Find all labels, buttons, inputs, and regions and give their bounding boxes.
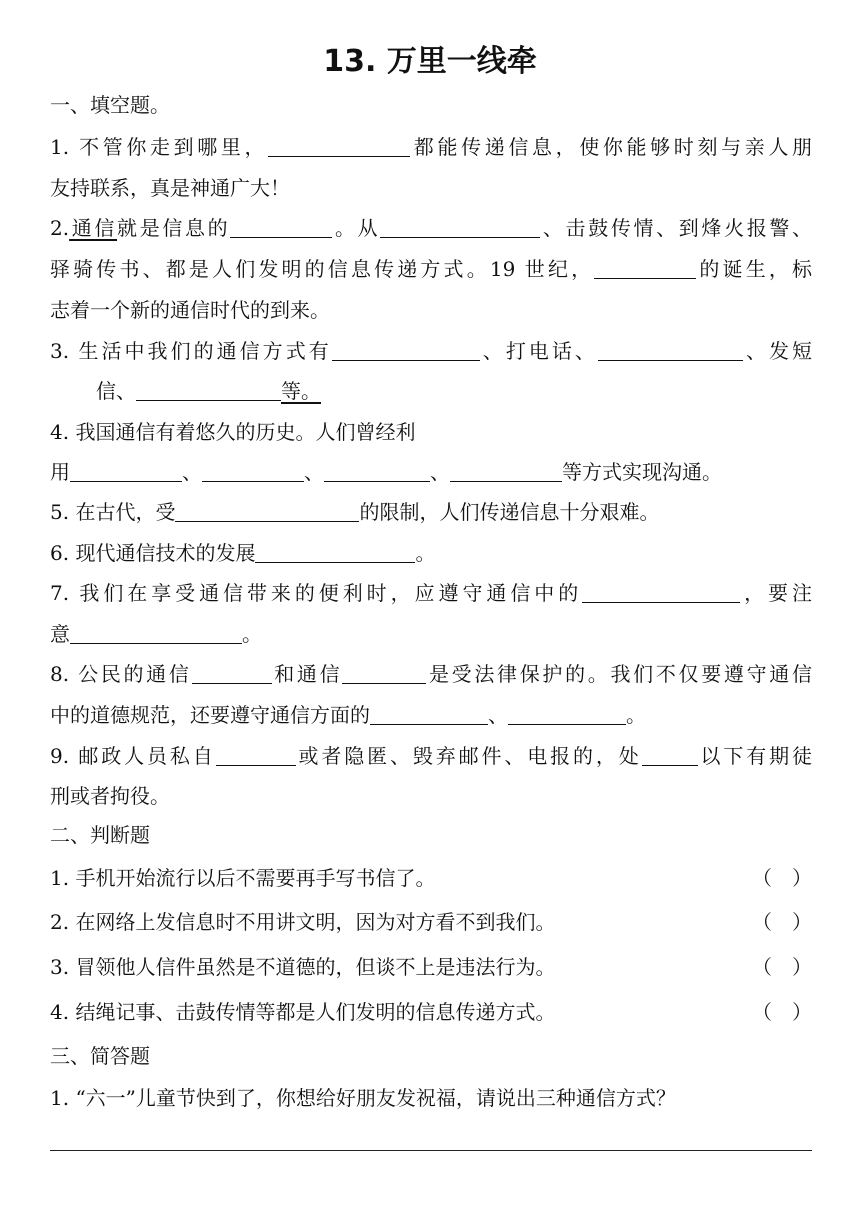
section-judge-heading: 二、判断题: [50, 823, 150, 847]
question-9-line-1: 9. 邮政人员私自 或者隐匿、毁弃邮件、电报的，处 以下有期徒: [50, 741, 812, 771]
question-7-line-1: 7. 我们在享受通信带来的便利时，应遵守通信中的 ，要注: [50, 578, 812, 608]
answer-parentheses[interactable]: （ ）: [752, 910, 812, 934]
answer-parentheses[interactable]: （ ）: [752, 866, 812, 890]
question-1-line-1: 1. 不管你走到哪里， 都能传递信息，使你能够时刻与亲人朋: [50, 132, 812, 162]
question-2-line-1: 2.通信就是信息的 。从 、击鼓传情、到烽火报警、: [50, 213, 812, 243]
question-4-line-1: 4. 我国通信有着悠久的历史。人们曾经利: [50, 420, 416, 444]
blank[interactable]: [582, 578, 740, 603]
question-8-line-2: 中的道德规范，还要遵守通信方面的 、 。: [50, 700, 812, 730]
blank[interactable]: [216, 741, 296, 766]
question-6: 6. 现代通信技术的发展 。: [50, 538, 812, 568]
answer-parentheses[interactable]: （ ）: [752, 1000, 812, 1024]
judge-item-2: 2. 在网络上发信息时不用讲文明，因为对方看不到我们。: [50, 910, 556, 934]
judge-item-3: 3. 冒领他人信件虽然是不道德的，但谈不上是违法行为。: [50, 955, 556, 979]
blank[interactable]: [202, 457, 304, 482]
question-9-line-2: 刑或者拘役。: [50, 784, 170, 808]
short-question-1: 1. “六一”儿童节快到了，你想给好朋友发祝福，请说出三种通信方式？: [50, 1086, 676, 1110]
blank[interactable]: [255, 538, 415, 563]
blank[interactable]: [136, 376, 281, 401]
question-2-line-2: 驿骑传书、都是人们发明的信息传递方式。19 世纪， 的诞生，标: [50, 254, 812, 284]
judge-item-4: 4. 结绳记事、击鼓传情等都是人们发明的信息传递方式。: [50, 1000, 556, 1024]
question-3-line-1: 3. 生活中我们的通信方式有 、打电话、 、发短: [50, 336, 812, 366]
section-fill-heading: 一、填空题。: [50, 93, 170, 117]
blank[interactable]: [324, 457, 430, 482]
question-2-line-3: 志着一个新的通信时代的到来。: [50, 298, 330, 322]
question-1-line-2: 友持联系，真是神通广大！: [50, 176, 290, 200]
page-title: 13. 万里一线牵: [323, 44, 537, 79]
blank[interactable]: [332, 336, 480, 361]
blank[interactable]: [192, 659, 272, 684]
blank[interactable]: [342, 659, 426, 684]
blank[interactable]: [642, 741, 698, 766]
answer-line[interactable]: [50, 1150, 812, 1151]
question-3-line-2: 信、 等。: [96, 376, 858, 406]
blank[interactable]: [508, 700, 626, 725]
blank[interactable]: [70, 619, 242, 644]
blank[interactable]: [230, 213, 332, 238]
question-8-line-1: 8. 公民的通信 和通信 是受法律保护的。我们不仅要遵守通信: [50, 659, 812, 689]
judge-item-1: 1. 手机开始流行以后不需要再手写书信了。: [50, 866, 436, 890]
blank[interactable]: [268, 132, 410, 157]
blank[interactable]: [380, 213, 540, 238]
blank[interactable]: [175, 497, 359, 522]
blank[interactable]: [70, 457, 182, 482]
question-5: 5. 在古代，受 的限制，人们传递信息十分艰难。: [50, 497, 812, 527]
blank[interactable]: [594, 254, 696, 279]
question-4-line-2: 用 、 、 、 等方式实现沟通。: [50, 457, 812, 487]
blank[interactable]: [450, 457, 562, 482]
answer-parentheses[interactable]: （ ）: [752, 955, 812, 979]
question-7-line-2: 意 。: [50, 619, 812, 649]
blank[interactable]: [370, 700, 488, 725]
section-short-heading: 三、简答题: [50, 1044, 150, 1068]
blank[interactable]: [598, 336, 743, 361]
